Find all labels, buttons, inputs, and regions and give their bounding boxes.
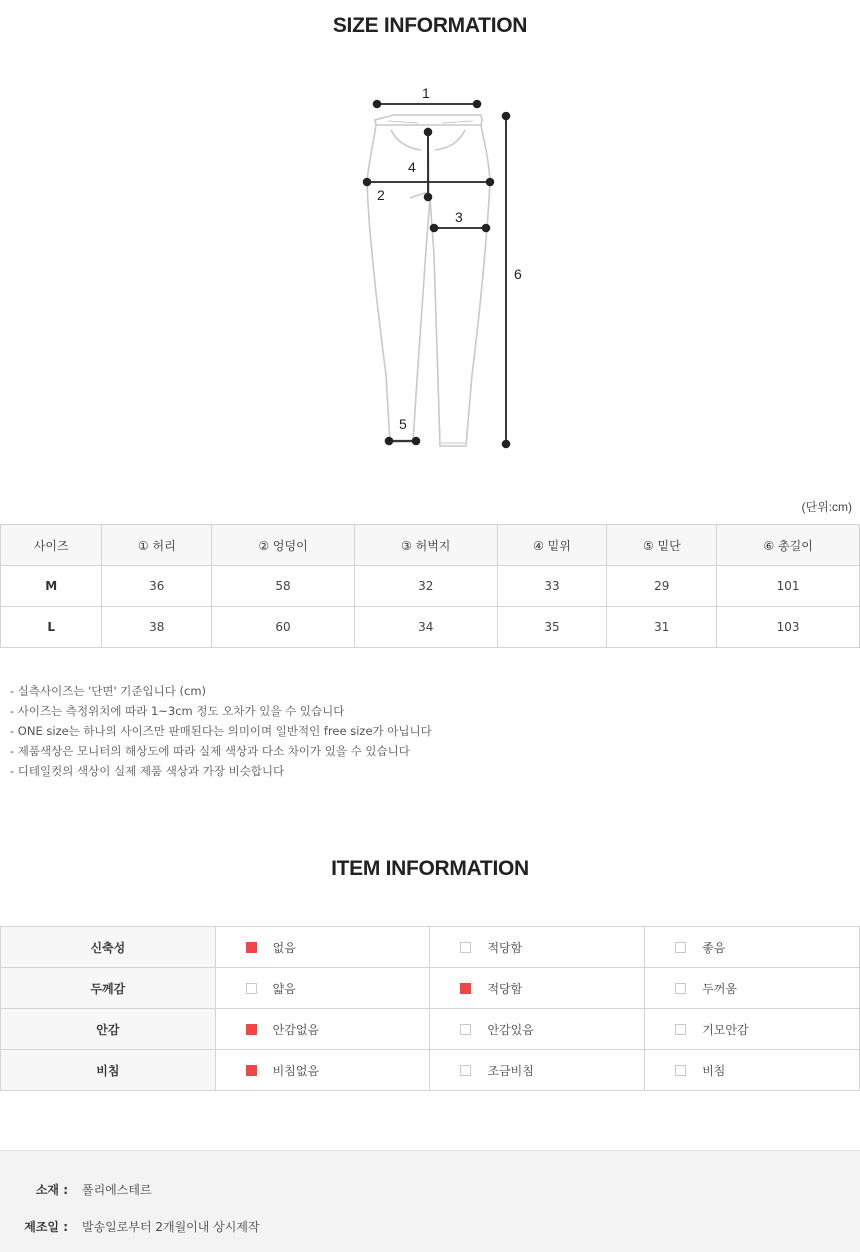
checkbox-icon	[460, 1024, 471, 1035]
unit-note: (단위:cm)	[801, 500, 852, 514]
list-item: - 디테일컷의 색상이 실제 제품 색상과 가장 비슷합니다	[10, 764, 285, 778]
material-value: 폴리에스테르	[82, 1183, 152, 1197]
checkbox-icon	[460, 942, 471, 953]
item-option: 기모안감	[645, 1021, 859, 1038]
item-option: 안감있음	[430, 1021, 644, 1038]
list-item: - ONE size는 하나의 사이즈만 판매된다는 의미이며 일반적인 free size가 아닙니다	[10, 724, 432, 738]
checkbox-icon	[246, 983, 257, 994]
table-row	[1, 1050, 860, 1091]
table-row	[1, 968, 860, 1009]
size-information-title: SIZE INFORMATION	[332, 14, 528, 37]
size-header-length: ⑥ 총길이	[717, 525, 860, 566]
checkbox-icon	[675, 1065, 686, 1076]
size-label: L	[1, 607, 102, 648]
size-value: 32	[354, 566, 497, 607]
measure-label-1: 1	[422, 85, 430, 101]
size-header-hip: ② 엉덩이	[212, 525, 355, 566]
checkbox-icon	[675, 1024, 686, 1035]
item-option: 조금비침	[430, 1062, 644, 1079]
manufacture-date-row	[0, 1218, 260, 1235]
list-item: - 제품색상은 모니터의 해상도에 따라 실제 색상과 다소 차이가 있을 수 있습니다	[10, 744, 410, 758]
item-info-table	[0, 926, 860, 1091]
material-info-panel	[0, 1150, 860, 1252]
size-header-thigh: ③ 허벅지	[354, 525, 497, 566]
checkbox-icon	[675, 942, 686, 953]
checked-box-icon	[246, 1024, 257, 1035]
list-item: - 사이즈는 측정위치에 따라 1~3cm 정도 오차가 있을 수 있습니다	[10, 704, 345, 718]
size-value: 103	[717, 607, 860, 648]
item-option: 비침없음	[216, 1062, 430, 1079]
size-label: M	[1, 566, 102, 607]
checked-box-icon	[246, 942, 257, 953]
measurement-labels	[377, 85, 522, 432]
size-value: 58	[212, 566, 355, 607]
size-notes-list	[10, 681, 432, 781]
item-attr-label: 신축성	[1, 927, 216, 968]
item-information-title: ITEM INFORMATION	[331, 857, 529, 880]
size-table-header-row	[1, 525, 860, 566]
measure-label-3: 3	[455, 209, 463, 225]
size-value: 34	[354, 607, 497, 648]
size-value: 31	[607, 607, 717, 648]
item-option: 안감없음	[216, 1021, 430, 1038]
item-option: 적당함	[430, 980, 644, 997]
item-option: 비침	[645, 1062, 859, 1079]
item-option: 좋음	[645, 939, 859, 956]
checked-box-icon	[246, 1065, 257, 1076]
checkbox-icon	[460, 1065, 471, 1076]
material-row	[0, 1181, 152, 1198]
table-row	[1, 566, 860, 607]
item-option: 적당함	[430, 939, 644, 956]
measure-label-4: 4	[408, 159, 416, 175]
measure-label-2: 2	[377, 187, 385, 203]
manufacture-value: 발송일로부터 2개월이내 상시제작	[82, 1220, 260, 1234]
manufacture-key: 제조일 :	[24, 1220, 68, 1234]
size-header-waist: ① 허리	[102, 525, 212, 566]
item-attr-label: 비침	[1, 1050, 216, 1091]
size-value: 35	[497, 607, 607, 648]
pants-measurement-diagram	[355, 80, 535, 460]
pants-diagram-svg	[355, 80, 535, 460]
size-table	[0, 524, 860, 648]
item-attr-label: 두께감	[1, 968, 216, 1009]
table-row	[1, 607, 860, 648]
list-item: - 실측사이즈는 '단면' 기준입니다 (cm)	[10, 684, 207, 698]
size-header-size: 사이즈	[1, 525, 102, 566]
measurement-lines	[364, 101, 510, 448]
table-row	[1, 1009, 860, 1050]
table-row	[1, 927, 860, 968]
material-key: 소재 :	[35, 1183, 68, 1197]
measure-label-5: 5	[399, 416, 407, 432]
item-attr-label: 안감	[1, 1009, 216, 1050]
item-option: 두꺼움	[645, 980, 859, 997]
checked-box-icon	[460, 983, 471, 994]
item-option: 얇음	[216, 980, 430, 997]
size-value: 36	[102, 566, 212, 607]
checkbox-icon	[675, 983, 686, 994]
size-value: 60	[212, 607, 355, 648]
size-header-hem: ⑤ 밑단	[607, 525, 717, 566]
size-value: 29	[607, 566, 717, 607]
measure-label-6: 6	[514, 266, 522, 282]
size-value: 38	[102, 607, 212, 648]
item-option: 없음	[216, 939, 430, 956]
size-value: 33	[497, 566, 607, 607]
size-value: 101	[717, 566, 860, 607]
size-header-rise: ④ 밑위	[497, 525, 607, 566]
